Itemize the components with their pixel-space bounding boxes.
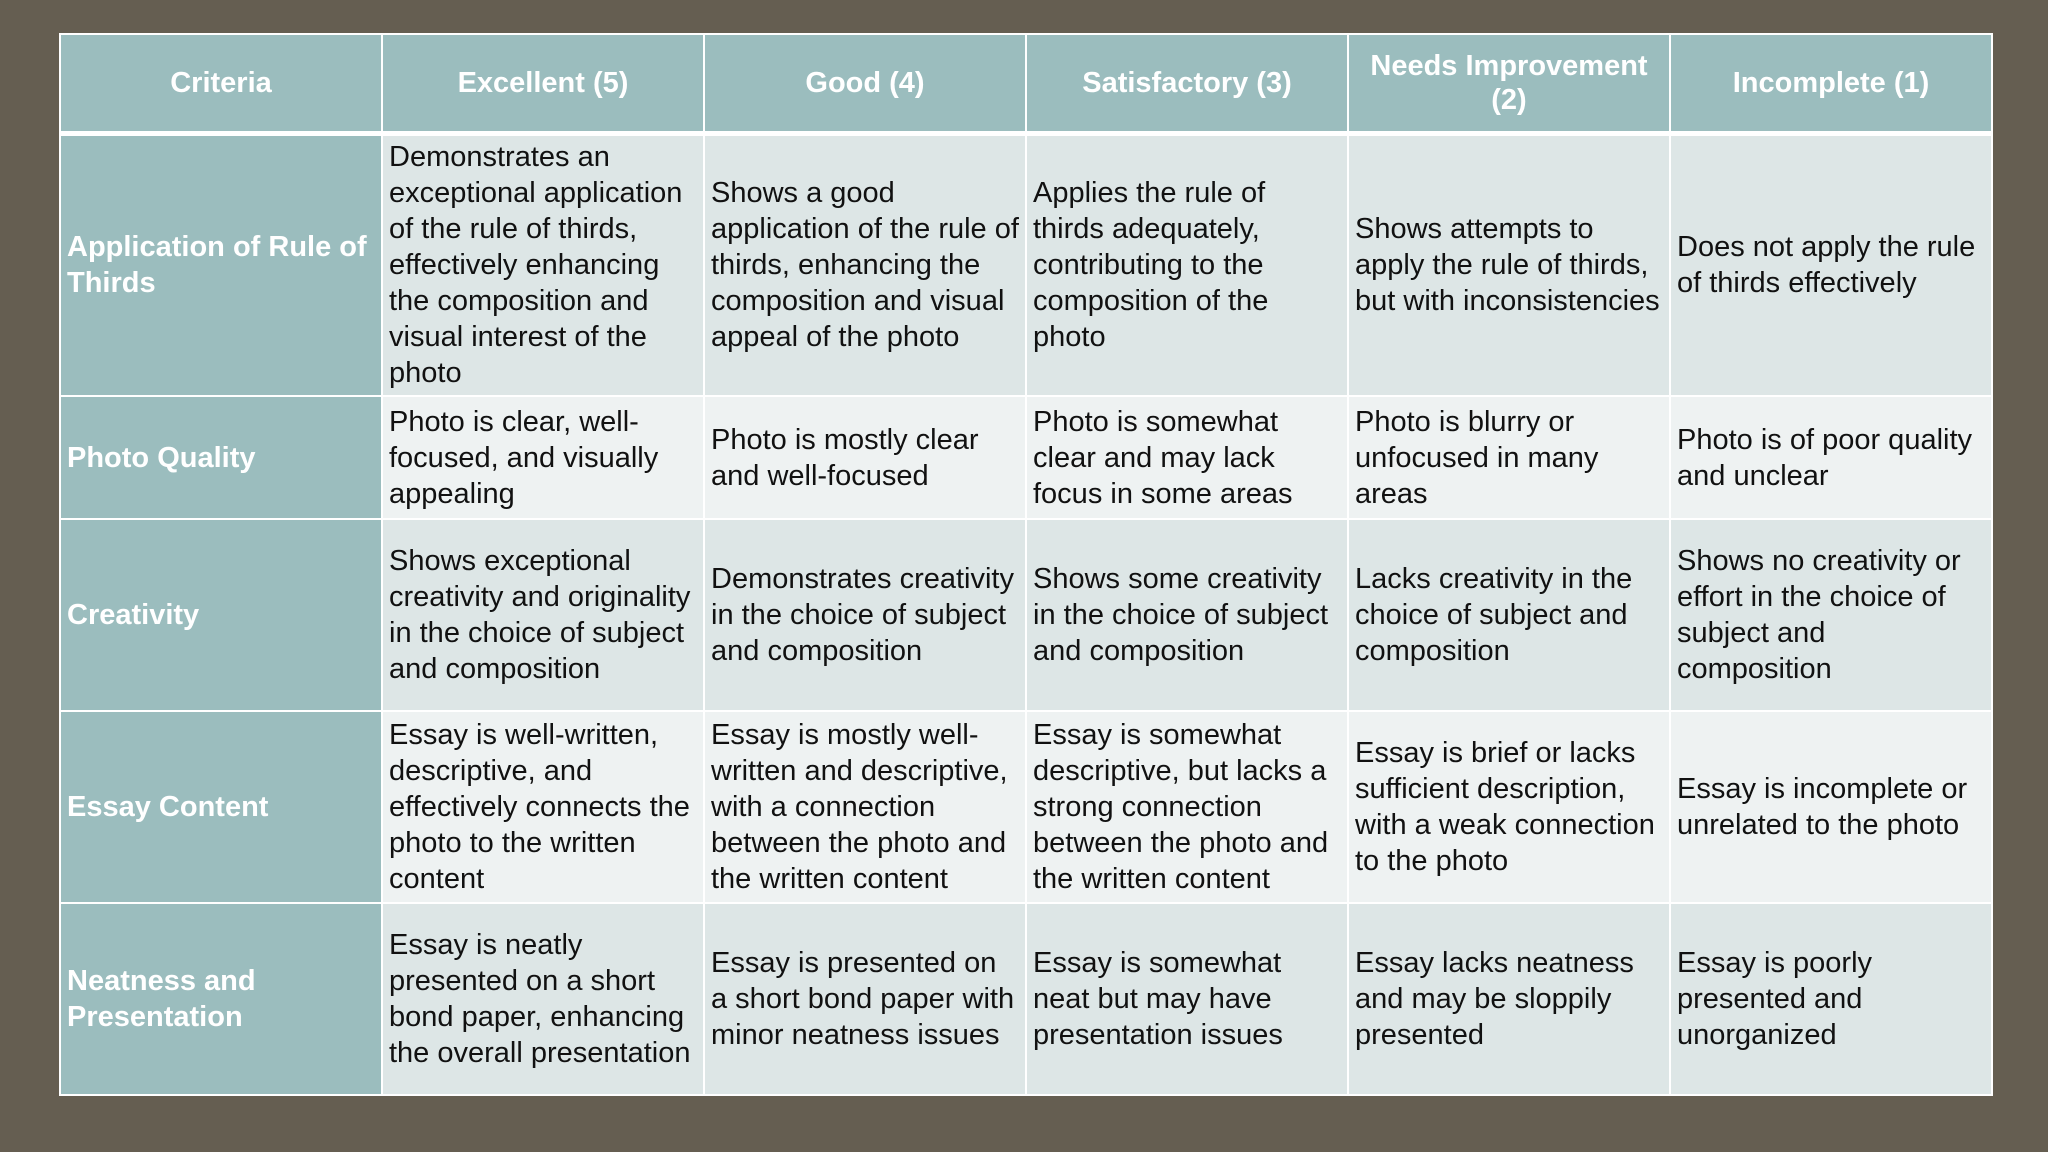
rubric-cell: Essay is neatly presented on a short bond paper, enhancing the overall presentation [382,903,704,1095]
table-row [60,396,1992,519]
criterion-label: Application of Rule of Thirds [60,133,382,396]
table-row [60,903,1992,1095]
criterion-label: Creativity [60,519,382,711]
rubric-cell: Demonstrates creativity in the choice of subject and composition [704,519,1026,711]
rubric-cell: Essay is brief or lacks sufficient description, with a weak connection to the photo [1348,711,1670,903]
rubric-header [60,34,1992,133]
table-row [60,519,1992,711]
header-incomplete: Incomplete (1) [1670,34,1992,133]
rubric-cell: Applies the rule of thirds adequately, contributing to the composition of the photo [1026,133,1348,396]
rubric-cell: Lacks creativity in the choice of subject and composition [1348,519,1670,711]
table-row [60,133,1992,396]
rubric-cell: Essay is incomplete or unrelated to the photo [1670,711,1992,903]
rubric-cell: Photo is of poor quality and unclear [1670,396,1992,519]
rubric-cell: Photo is somewhat clear and may lack focus in some areas [1026,396,1348,519]
rubric-cell: Photo is clear, well-focused, and visually appealing [382,396,704,519]
criterion-label: Essay Content [60,711,382,903]
rubric-cell: Shows exceptional creativity and originality in the choice of subject and composition [382,519,704,711]
header-satisfactory: Satisfactory (3) [1026,34,1348,133]
header-good: Good (4) [704,34,1026,133]
rubric-cell: Essay is well-written, descriptive, and effectively connects the photo to the written content [382,711,704,903]
rubric-table [59,33,1993,1096]
header-excellent: Excellent (5) [382,34,704,133]
rubric-cell: Essay lacks neatness and may be sloppily presented [1348,903,1670,1095]
rubric-body [60,133,1992,1095]
header-row [60,34,1992,133]
rubric-cell: Essay is presented on a short bond paper with minor neatness issues [704,903,1026,1095]
rubric-cell: Essay is somewhat neat but may have presentation issues [1026,903,1348,1095]
rubric-cell: Shows a good application of the rule of thirds, enhancing the composition and visual appeal of the photo [704,133,1026,396]
rubric-cell: Shows attempts to apply the rule of thirds, but with inconsistencies [1348,133,1670,396]
header-criteria: Criteria [60,34,382,133]
rubric-cell: Essay is poorly presented and unorganized [1670,903,1992,1095]
criterion-label: Neatness and Presentation [60,903,382,1095]
rubric-cell: Photo is mostly clear and well-focused [704,396,1026,519]
rubric-cell: Shows some creativity in the choice of subject and composition [1026,519,1348,711]
table-row [60,711,1992,903]
rubric-cell: Demonstrates an exceptional application of the rule of thirds, effectively enhancing the composition and visual interest of the photo [382,133,704,396]
rubric-cell: Does not apply the rule of thirds effectively [1670,133,1992,396]
rubric-cell: Photo is blurry or unfocused in many areas [1348,396,1670,519]
rubric-cell: Essay is mostly well-written and descriptive, with a connection between the photo and the written content [704,711,1026,903]
rubric-cell: Essay is somewhat descriptive, but lacks a strong connection between the photo and the written content [1026,711,1348,903]
rubric-cell: Shows no creativity or effort in the choice of subject and composition [1670,519,1992,711]
criterion-label: Photo Quality [60,396,382,519]
header-needs-improvement: Needs Improvement (2) [1348,34,1670,133]
